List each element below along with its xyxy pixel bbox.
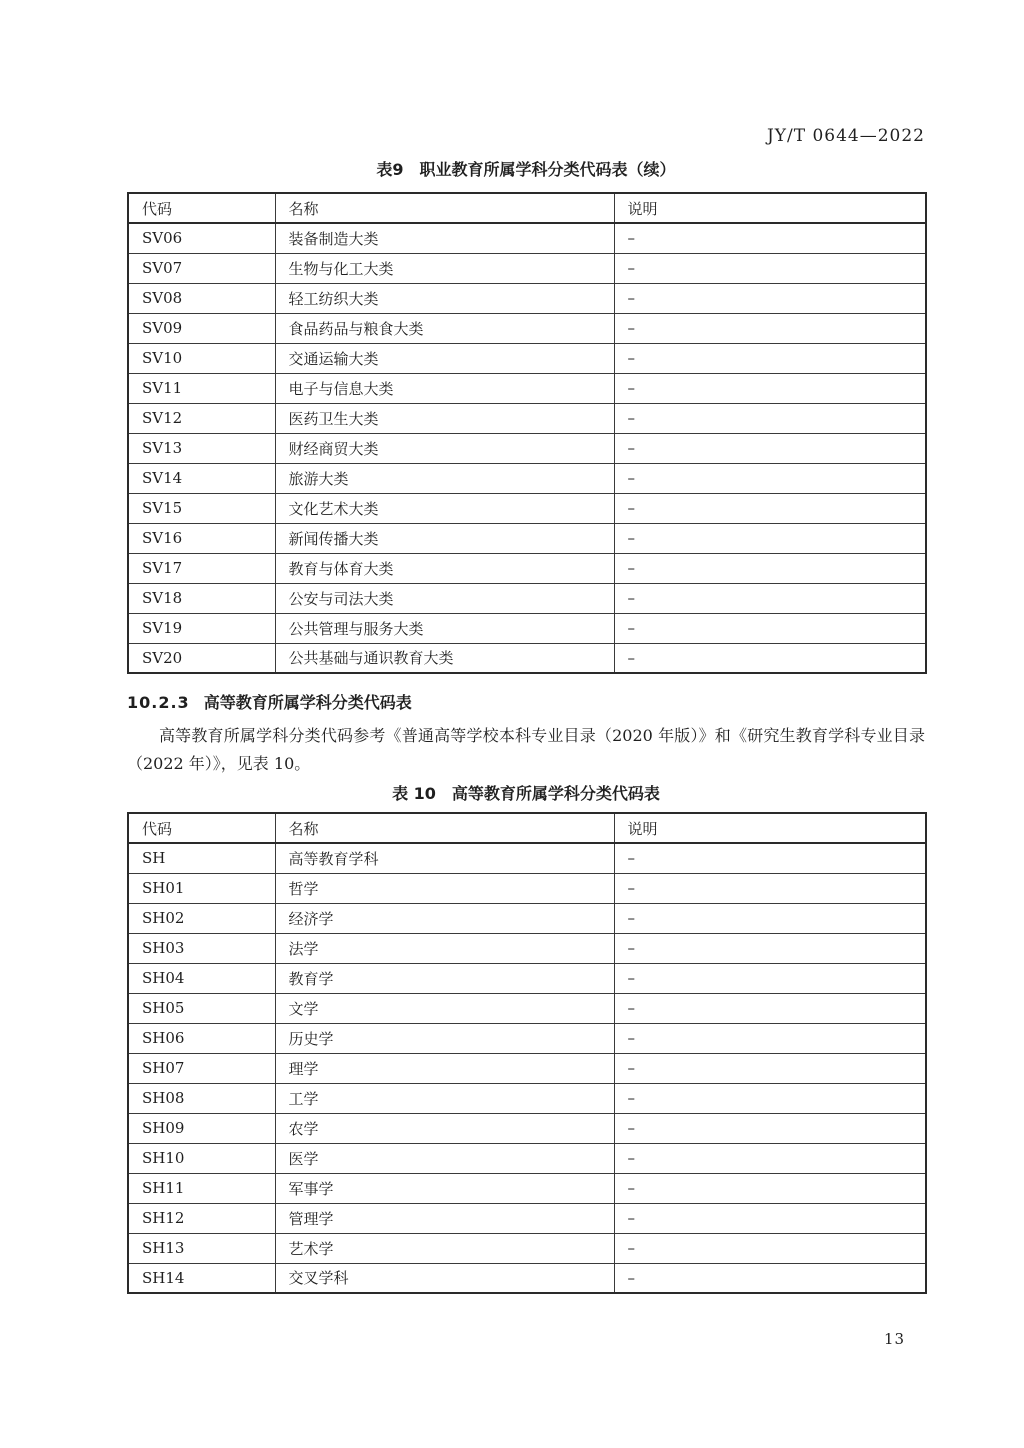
- table-row: [128, 963, 926, 993]
- table-row: [128, 1143, 926, 1173]
- table-cell: 经济学: [275, 903, 614, 933]
- table-cell: SV19: [128, 613, 275, 643]
- table-cell: SV18: [128, 583, 275, 613]
- table-cell: 装备制造大类: [275, 223, 614, 253]
- table-cell: 哲学: [275, 873, 614, 903]
- table-cell: 理学: [275, 1053, 614, 1083]
- table-cell: –: [614, 1263, 926, 1293]
- table-cell: 教育学: [275, 963, 614, 993]
- table-row: [128, 583, 926, 613]
- table-row: [128, 463, 926, 493]
- section-number: 10.2.3: [127, 693, 190, 712]
- table-cell: SH03: [128, 933, 275, 963]
- column-header: 代码: [128, 193, 275, 223]
- table-row: [128, 373, 926, 403]
- table-cell: 历史学: [275, 1023, 614, 1053]
- table-cell: 工学: [275, 1083, 614, 1113]
- table-cell: 农学: [275, 1113, 614, 1143]
- table-cell: SH10: [128, 1143, 275, 1173]
- table-cell: 公安与司法大类: [275, 583, 614, 613]
- table-cell: SH09: [128, 1113, 275, 1143]
- table-row: [128, 1263, 926, 1293]
- table-cell: 公共基础与通识教育大类: [275, 643, 614, 673]
- table-row: [128, 403, 926, 433]
- table-cell: 军事学: [275, 1173, 614, 1203]
- table-row: [128, 1083, 926, 1113]
- table-row: [128, 523, 926, 553]
- table-cell: SV11: [128, 373, 275, 403]
- table-cell: –: [614, 613, 926, 643]
- table10-header-row: [128, 813, 926, 843]
- table-row: [128, 253, 926, 283]
- table-cell: –: [614, 373, 926, 403]
- table-cell: SV07: [128, 253, 275, 283]
- table-row: [128, 643, 926, 673]
- table-cell: SH13: [128, 1233, 275, 1263]
- table-row: [128, 553, 926, 583]
- table-cell: 高等教育学科: [275, 843, 614, 873]
- table-cell: –: [614, 993, 926, 1023]
- table-cell: –: [614, 523, 926, 553]
- table-cell: 新闻传播大类: [275, 523, 614, 553]
- table-cell: –: [614, 583, 926, 613]
- table-cell: 文化艺术大类: [275, 493, 614, 523]
- standard-number-header: JY/T 0644—2022: [766, 126, 925, 146]
- table-cell: SH14: [128, 1263, 275, 1293]
- table-cell: SV08: [128, 283, 275, 313]
- table-cell: –: [614, 223, 926, 253]
- table-row: [128, 493, 926, 523]
- table-cell: SV10: [128, 343, 275, 373]
- table-cell: SV17: [128, 553, 275, 583]
- table10-body: [128, 843, 926, 1293]
- table-cell: –: [614, 643, 926, 673]
- table-cell: –: [614, 933, 926, 963]
- table-cell: 文学: [275, 993, 614, 1023]
- table-cell: SH06: [128, 1023, 275, 1053]
- table-cell: SH11: [128, 1173, 275, 1203]
- table-cell: –: [614, 403, 926, 433]
- table-cell: –: [614, 313, 926, 343]
- table-cell: –: [614, 493, 926, 523]
- table-cell: 管理学: [275, 1203, 614, 1233]
- table-cell: SV20: [128, 643, 275, 673]
- table-row: [128, 1053, 926, 1083]
- table-cell: –: [614, 1143, 926, 1173]
- table-row: [128, 933, 926, 963]
- table-cell: –: [614, 553, 926, 583]
- table10: [127, 812, 927, 1294]
- table-cell: 医药卫生大类: [275, 403, 614, 433]
- table-cell: –: [614, 343, 926, 373]
- table-cell: SH08: [128, 1083, 275, 1113]
- table-row: [128, 1173, 926, 1203]
- table-row: [128, 223, 926, 253]
- table9-title: 表9 职业教育所属学科分类代码表（续）: [376, 160, 676, 179]
- table-cell: 艺术学: [275, 1233, 614, 1263]
- table-row: [128, 1023, 926, 1053]
- table-row: [128, 613, 926, 643]
- table-cell: –: [614, 283, 926, 313]
- table-cell: SV06: [128, 223, 275, 253]
- table-cell: 公共管理与服务大类: [275, 613, 614, 643]
- section-title: 高等教育所属学科分类代码表: [203, 693, 412, 712]
- column-header: 名称: [275, 193, 614, 223]
- table-cell: –: [614, 253, 926, 283]
- table-cell: 轻工纺织大类: [275, 283, 614, 313]
- column-header: 代码: [128, 813, 275, 843]
- table-row: [128, 433, 926, 463]
- table-cell: 电子与信息大类: [275, 373, 614, 403]
- table-row: [128, 313, 926, 343]
- table-cell: SV14: [128, 463, 275, 493]
- table-cell: 交叉学科: [275, 1263, 614, 1293]
- table-cell: 旅游大类: [275, 463, 614, 493]
- table-cell: SH01: [128, 873, 275, 903]
- table-row: [128, 903, 926, 933]
- table-row: [128, 1233, 926, 1263]
- table-row: [128, 283, 926, 313]
- table-cell: SV15: [128, 493, 275, 523]
- table-cell: 医学: [275, 1143, 614, 1173]
- column-header: 说明: [614, 813, 926, 843]
- table-cell: –: [614, 1023, 926, 1053]
- table-cell: 法学: [275, 933, 614, 963]
- table-cell: –: [614, 1233, 926, 1263]
- table-row: [128, 1113, 926, 1143]
- table-row: [128, 843, 926, 873]
- table9-body: [128, 223, 926, 673]
- table-cell: 生物与化工大类: [275, 253, 614, 283]
- section-heading: [127, 690, 925, 713]
- table-cell: SH07: [128, 1053, 275, 1083]
- table-cell: SV13: [128, 433, 275, 463]
- table-cell: –: [614, 1173, 926, 1203]
- table-cell: SV12: [128, 403, 275, 433]
- table-row: [128, 993, 926, 1023]
- table-cell: SV16: [128, 523, 275, 553]
- table9: [127, 192, 927, 674]
- table-cell: SH05: [128, 993, 275, 1023]
- table-row: [128, 873, 926, 903]
- table-row: [128, 343, 926, 373]
- table-cell: SH02: [128, 903, 275, 933]
- table-cell: –: [614, 843, 926, 873]
- table-cell: –: [614, 463, 926, 493]
- table-cell: SH: [128, 843, 275, 873]
- table-cell: –: [614, 873, 926, 903]
- table-cell: 交通运输大类: [275, 343, 614, 373]
- table-cell: –: [614, 1053, 926, 1083]
- table-cell: –: [614, 963, 926, 993]
- table-cell: –: [614, 1113, 926, 1143]
- table-cell: –: [614, 903, 926, 933]
- table-cell: –: [614, 1083, 926, 1113]
- table9-header-row: [128, 193, 926, 223]
- table10-title: 表 10 高等教育所属学科分类代码表: [392, 784, 660, 803]
- table-cell: 教育与体育大类: [275, 553, 614, 583]
- table-cell: –: [614, 1203, 926, 1233]
- page-number: 13: [884, 1330, 906, 1348]
- section-paragraph: 高等教育所属学科分类代码参考《普通高等学校本科专业目录（2020 年版）》和《研究生教育学科专业目录（2022 年）》，见表 10。: [127, 726, 925, 773]
- table-row: [128, 1203, 926, 1233]
- table-cell: 食品药品与粮食大类: [275, 313, 614, 343]
- table-cell: SH04: [128, 963, 275, 993]
- table-cell: –: [614, 433, 926, 463]
- table-cell: SV09: [128, 313, 275, 343]
- table-cell: 财经商贸大类: [275, 433, 614, 463]
- column-header: 说明: [614, 193, 926, 223]
- table-cell: SH12: [128, 1203, 275, 1233]
- column-header: 名称: [275, 813, 614, 843]
